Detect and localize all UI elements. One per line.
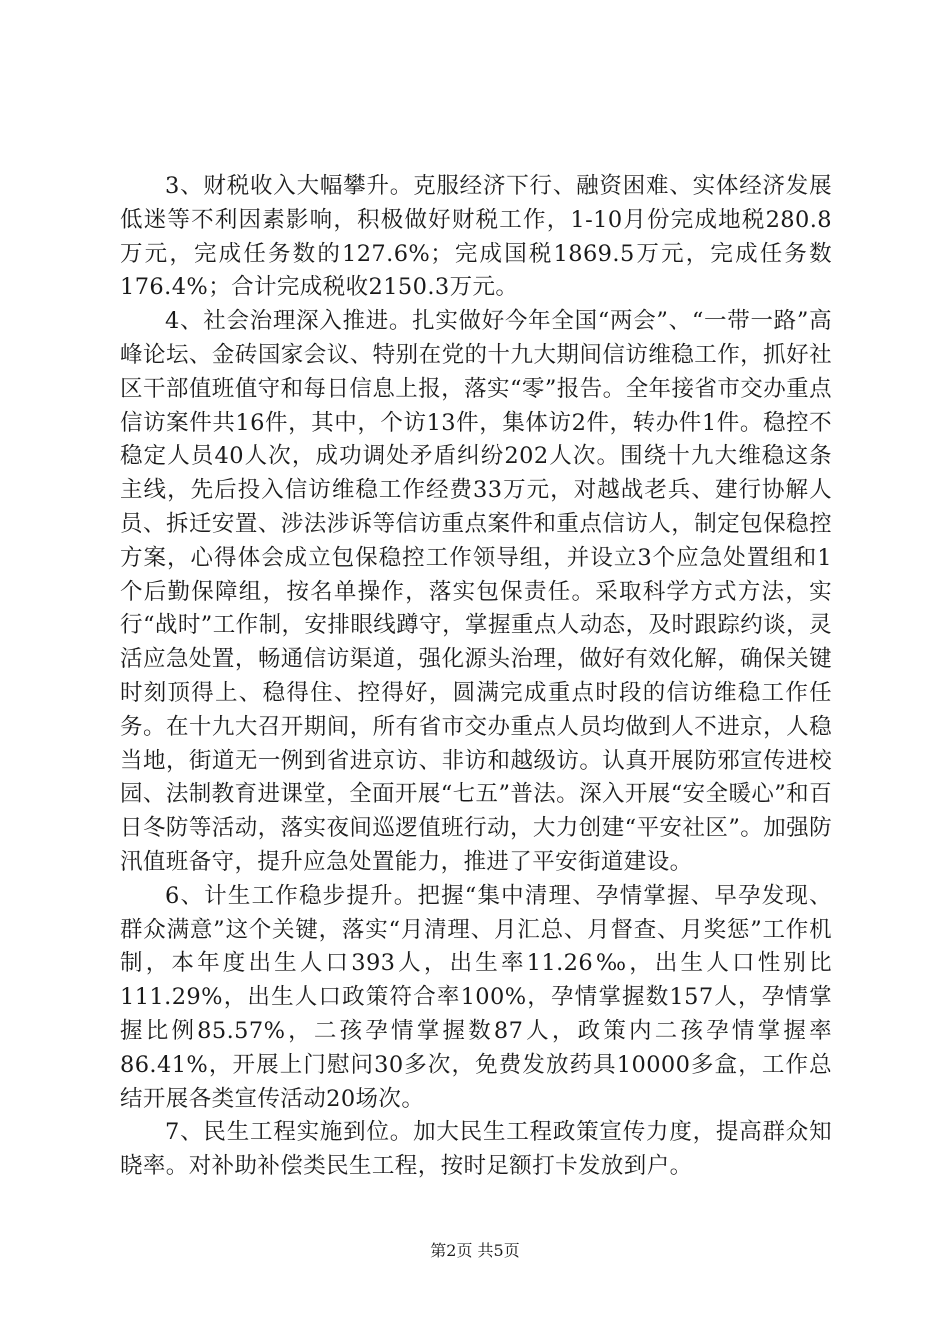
- paragraph-livelihood-projects: 7、民生工程实施到位。加大民生工程政策宣传力度，提高群众知晓率。对补助补偿类民生工程，按时足额打卡发放到户。: [120, 1119, 832, 1180]
- paragraph-social-governance: 4、社会治理深入推进。扎实做好今年全国“两会”、“一带一路”高峰论坛、金砖国家会议、特别在党的十九大期间信访维稳工作，抓好社区干部值班值守和每日信息上报，落实“零”报告。全年接省市交办重点信访案件共16件，其中，个访13件，集体访2件，转办件1件。稳控不稳定人员40人次，成功调处矛盾纠纷202人次。围绕十九大维稳这条主线，先后投入信访维稳工作经费33万元，对越战老兵、建行协解人员、拆迁安置、涉法涉诉等信访重点案件和重点信访人，制定包保稳控方案，心得体会成立包保稳控工作领导组，并设立3个应急处置组和1个后勤保障组，按名单操作，落实包保责任。采取科学方式方法，实行“战时”工作制，安排眼线蹲守，掌握重点人动态，及时跟踪约谈，灵活应急处置，畅通信访渠道，强化源头治理，做好有效化解，确保关键时刻顶得上、稳得住、控得好，圆满完成重点时段的信访维稳工作任务。在十九大召开期间，所有省市交办重点人员均做到人不进京，人稳当地，街道无一例到省进京访、非访和越级访。认真开展防邪宣传进校园、法制教育进课堂，全面开展“七五”普法。深入开展“安全暖心”和百日冬防等活动，落实夜间巡逻值班行动，大力创建“平安社区”。加强防汛值班备守，提升应急处置能力，推进了平安街道建设。: [120, 308, 832, 875]
- paragraph-family-planning: 6、计生工作稳步提升。把握“集中清理、孕情掌握、早孕发现、群众满意”这个关键，落实“月清理、月汇总、月督查、月奖惩”工作机制，本年度出生人口393人，出生率11.26‰，出生人口性别比111.29%，出生人口政策符合率100%，孕情掌握数157人，孕情掌握比例85.57%，二孩孕情掌握数87人，政策内二孩孕情掌握率86.41%，开展上门慰问30多次，免费发放药具10000多盒，工作总结开展各类宣传活动20场次。: [120, 882, 832, 1112]
- page-number-footer: 第2页 共5页: [430, 1241, 520, 1260]
- paragraph-fiscal-tax-revenue: 3、财税收入大幅攀升。克服经济下行、融资困难、实体经济发展低迷等不利因素影响，积极做好财税工作，1-10月份完成地税280.8万元，完成任务数的127.6%；完成国税1869.5万元，完成任务数176.4%；合计完成税收2150.3万元。: [120, 173, 832, 301]
- document-body: [120, 170, 832, 1184]
